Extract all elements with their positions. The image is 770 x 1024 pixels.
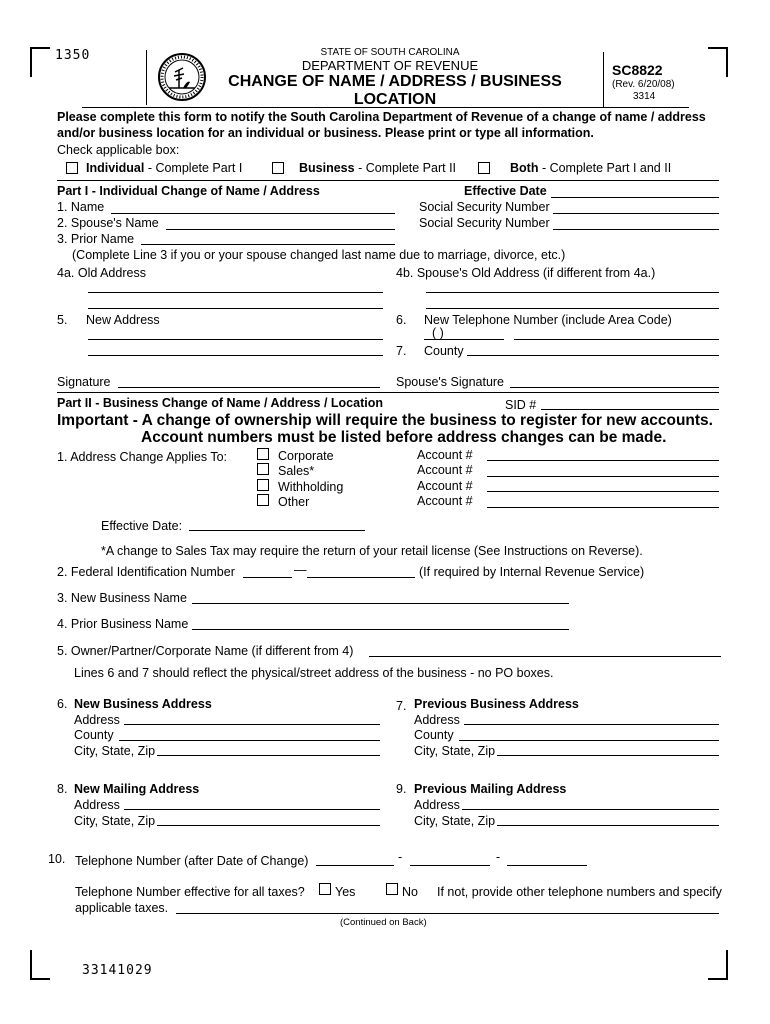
account-label-1: Account # bbox=[417, 448, 473, 462]
phone-label: Telephone Number (after Date of Change) bbox=[75, 854, 309, 868]
phone-prefix-field[interactable] bbox=[410, 865, 490, 866]
new-mailing-city-label: City, State, Zip bbox=[74, 814, 156, 828]
new-business-name-label: 3. New Business Name bbox=[57, 591, 187, 605]
previous-mailing-city-field[interactable] bbox=[497, 825, 719, 826]
previous-business-address-heading: Previous Business Address bbox=[414, 697, 579, 711]
previous-mailing-address-field[interactable] bbox=[462, 809, 719, 810]
new-business-name-field[interactable] bbox=[192, 603, 569, 604]
account-field-2[interactable] bbox=[487, 476, 719, 477]
previous-business-county-field[interactable] bbox=[459, 740, 719, 741]
new-phone-label: New Telephone Number (include Area Code) bbox=[424, 313, 672, 327]
phone-number-label-num: 10. bbox=[48, 852, 66, 866]
withholding-label: Withholding bbox=[278, 480, 344, 494]
new-business-address-number: 6. bbox=[57, 697, 68, 711]
form-title-line1: CHANGE OF NAME / ADDRESS / BUSINESS bbox=[228, 73, 562, 90]
account-field-4[interactable] bbox=[487, 507, 719, 508]
spouse-ssn-label: Social Security Number bbox=[419, 216, 550, 230]
form-title-line2: LOCATION bbox=[353, 91, 437, 108]
business-option-label: Business - Complete Part II bbox=[299, 161, 457, 175]
spouse-old-address-field-2[interactable] bbox=[426, 308, 719, 309]
continued-note: (Continued on Back) bbox=[340, 917, 427, 928]
owner-name-field[interactable] bbox=[369, 656, 721, 657]
spouse-name-field[interactable] bbox=[166, 229, 395, 230]
sid-label: SID # bbox=[505, 398, 537, 412]
new-business-county-label: County bbox=[74, 728, 114, 742]
spouse-old-address-label: 4b. Spouse's Old Address (if different from 4a.) bbox=[396, 266, 656, 280]
effective-date-label: Effective Date bbox=[464, 184, 547, 198]
prior-business-name-label: 4. Prior Business Name bbox=[57, 617, 189, 631]
header-divider bbox=[146, 50, 147, 105]
form-code-bottom: 33141029 bbox=[82, 963, 153, 978]
account-field-1[interactable] bbox=[487, 460, 719, 461]
fein-note: (If required by Internal Revenue Service) bbox=[419, 565, 645, 579]
new-address-label: New Address bbox=[86, 313, 160, 327]
fein-dash: — bbox=[294, 563, 307, 577]
prior-name-label: 3. Prior Name bbox=[57, 232, 135, 246]
phone-effective-yes-checkbox[interactable] bbox=[319, 883, 331, 895]
spouse-ssn-field[interactable] bbox=[553, 229, 719, 230]
spouse-name-label: 2. Spouse's Name bbox=[57, 216, 159, 230]
address-change-label: 1. Address Change Applies To: bbox=[57, 450, 228, 464]
signature-field[interactable] bbox=[118, 387, 380, 388]
important-note-line2: Account numbers must be listed before address changes can be made. bbox=[141, 429, 667, 446]
new-business-county-field[interactable] bbox=[119, 740, 380, 741]
old-address-field-1[interactable] bbox=[88, 292, 383, 293]
old-address-label: 4a. Old Address bbox=[57, 266, 146, 280]
corporate-checkbox[interactable] bbox=[257, 448, 269, 460]
previous-business-address-field[interactable] bbox=[464, 724, 719, 725]
area-code-field[interactable] bbox=[424, 339, 504, 340]
new-business-city-field[interactable] bbox=[157, 755, 380, 756]
old-address-field-2[interactable] bbox=[88, 308, 383, 309]
spouse-signature-label: Spouse's Signature bbox=[396, 375, 505, 389]
previous-business-address-number: 7. bbox=[396, 699, 407, 713]
new-business-city-label: City, State, Zip bbox=[74, 744, 156, 758]
important-note-line1: Important - A change of ownership will require the business to register for new accounts. bbox=[57, 412, 713, 429]
corner-mark-bottom-right bbox=[708, 950, 728, 980]
physical-address-note: Lines 6 and 7 should reflect the physical/street address of the business - no PO boxes. bbox=[74, 666, 554, 680]
form-number: SC8822 bbox=[612, 62, 663, 78]
fein-field-prefix[interactable] bbox=[243, 577, 292, 578]
applicable-taxes-label: applicable taxes. bbox=[75, 901, 169, 915]
area-code-parens: ( ) bbox=[432, 326, 444, 340]
applicable-taxes-field[interactable] bbox=[176, 913, 719, 914]
new-phone-number: 6. bbox=[396, 313, 407, 327]
new-mailing-number: 8. bbox=[57, 782, 68, 796]
business-checkbox[interactable] bbox=[272, 162, 284, 174]
county-label: County bbox=[424, 344, 464, 358]
signature-label: Signature bbox=[57, 375, 111, 389]
instructions-line2: and/or business location for an individual or business. Please print or type all information. bbox=[57, 126, 594, 140]
sid-field[interactable] bbox=[541, 409, 719, 410]
sales-tax-note: *A change to Sales Tax may require the return of your retail license (See Instructions on Reverse). bbox=[101, 544, 643, 558]
prior-business-name-field[interactable] bbox=[192, 629, 569, 630]
new-business-address-field[interactable] bbox=[124, 724, 380, 725]
phone-effective-yes-label: Yes bbox=[335, 885, 356, 899]
new-mailing-city-field[interactable] bbox=[157, 825, 380, 826]
account-field-3[interactable] bbox=[487, 491, 719, 492]
previous-mailing-city-label: City, State, Zip bbox=[414, 814, 496, 828]
fein-label: 2. Federal Identification Number bbox=[57, 565, 235, 579]
withholding-checkbox[interactable] bbox=[257, 479, 269, 491]
part1-heading: Part I - Individual Change of Name / Address bbox=[57, 184, 320, 198]
phone-effective-no-checkbox[interactable] bbox=[386, 883, 398, 895]
check-label: Check applicable box: bbox=[57, 143, 180, 157]
new-address-field-2[interactable] bbox=[88, 355, 383, 356]
part2-heading: Part II - Business Change of Name / Address / Location bbox=[57, 396, 383, 410]
previous-mailing-number: 9. bbox=[396, 782, 407, 796]
state-name: STATE OF SOUTH CAROLINA bbox=[320, 47, 460, 58]
corner-mark-top-right bbox=[708, 47, 728, 77]
new-mailing-heading: New Mailing Address bbox=[74, 782, 200, 796]
ssn-field[interactable] bbox=[553, 213, 719, 214]
phone-dash-2: - bbox=[496, 850, 501, 864]
ssn-label: Social Security Number bbox=[419, 200, 550, 214]
previous-business-city-label: City, State, Zip bbox=[414, 744, 496, 758]
section-rule-part2 bbox=[57, 392, 719, 393]
county-field[interactable] bbox=[467, 355, 719, 356]
previous-mailing-heading: Previous Mailing Address bbox=[414, 782, 567, 796]
spouse-signature-field[interactable] bbox=[510, 387, 719, 388]
phone-line-field[interactable] bbox=[507, 865, 587, 866]
both-checkbox[interactable] bbox=[478, 162, 490, 174]
header-rule bbox=[82, 107, 689, 108]
form-code-top: 1350 bbox=[55, 48, 91, 63]
other-label: Other bbox=[278, 495, 310, 509]
header-divider-right bbox=[603, 52, 604, 107]
prior-name-note: (Complete Line 3 if you or your spouse changed last name due to marriage, divorce, etc.) bbox=[72, 248, 566, 262]
new-mailing-address-field[interactable] bbox=[124, 809, 380, 810]
other-checkbox[interactable] bbox=[257, 494, 269, 506]
account-label-4: Account # bbox=[417, 494, 473, 508]
sales-label: Sales* bbox=[278, 464, 315, 478]
account-label-3: Account # bbox=[417, 479, 473, 493]
sales-checkbox[interactable] bbox=[257, 463, 269, 475]
new-address-number: 5. bbox=[57, 313, 68, 327]
business-effective-date-field[interactable] bbox=[189, 530, 365, 531]
phone-dash-1: - bbox=[398, 850, 403, 864]
corporate-label: Corporate bbox=[278, 449, 334, 463]
name-label: 1. Name bbox=[57, 200, 105, 214]
previous-business-address-label: Address bbox=[414, 713, 460, 727]
new-phone-field[interactable] bbox=[514, 339, 719, 340]
previous-mailing-address-label: Address bbox=[414, 798, 460, 812]
new-business-address-label: Address bbox=[74, 713, 120, 727]
new-mailing-address-label: Address bbox=[74, 798, 120, 812]
previous-business-city-field[interactable] bbox=[497, 755, 719, 756]
owner-name-label: 5. Owner/Partner/Corporate Name (if different from 4) bbox=[57, 644, 354, 658]
if-not-note: If not, provide other telephone numbers and specify bbox=[437, 885, 722, 899]
state-seal-logo bbox=[157, 52, 207, 102]
corner-mark-top-left bbox=[30, 47, 50, 77]
new-address-field-1[interactable] bbox=[88, 339, 383, 340]
form-code: 3314 bbox=[633, 91, 656, 102]
individual-checkbox[interactable] bbox=[66, 162, 78, 174]
name-field[interactable] bbox=[111, 213, 395, 214]
business-effective-date-label: Effective Date: bbox=[101, 519, 183, 533]
department-name: DEPARTMENT OF REVENUE bbox=[301, 58, 479, 73]
spouse-old-address-field-1[interactable] bbox=[426, 292, 719, 293]
prior-name-field[interactable] bbox=[141, 244, 395, 245]
corner-mark-bottom-left bbox=[30, 950, 50, 980]
phone-effective-label: Telephone Number effective for all taxes? bbox=[75, 885, 305, 899]
new-business-address-heading: New Business Address bbox=[74, 697, 212, 711]
form-revision: (Rev. 6/20/08) bbox=[612, 79, 675, 90]
phone-area-field[interactable] bbox=[316, 865, 394, 866]
individual-option-label: Individual - Complete Part I bbox=[86, 161, 243, 175]
account-label-2: Account # bbox=[417, 463, 473, 477]
section-rule-part1 bbox=[57, 180, 719, 181]
county-number: 7. bbox=[396, 344, 407, 358]
instructions-line1: Please complete this form to notify the South Carolina Department of Revenue of a change of name / address bbox=[57, 110, 706, 124]
fein-field-suffix[interactable] bbox=[307, 577, 415, 578]
previous-business-county-label: County bbox=[414, 728, 454, 742]
phone-effective-no-label: No bbox=[402, 885, 418, 899]
both-option-label: Both - Complete Part I and II bbox=[510, 161, 672, 175]
effective-date-field[interactable] bbox=[551, 197, 719, 198]
